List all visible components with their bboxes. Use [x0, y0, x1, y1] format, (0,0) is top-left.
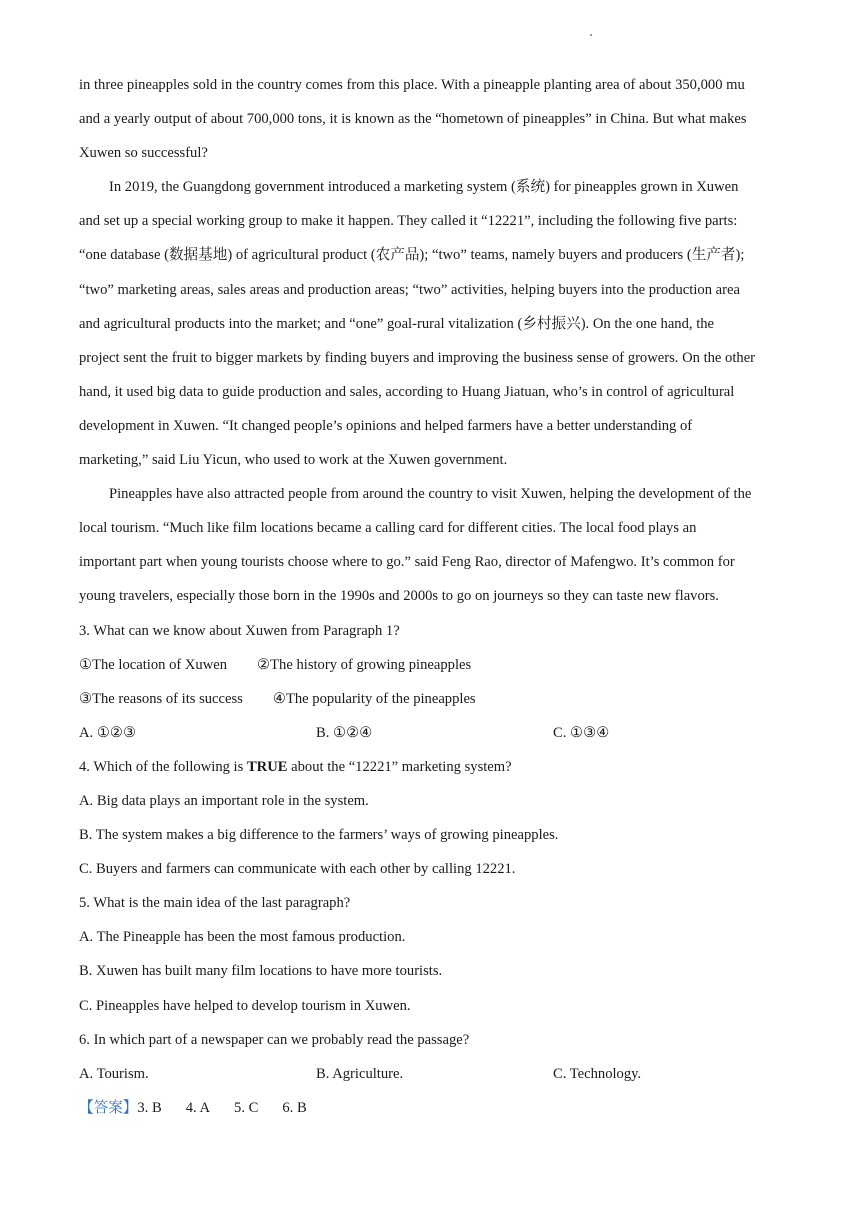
- statement-2: ②The history of growing pineapples: [257, 656, 472, 673]
- text-line: local tourism. “Much like film locations became a calling card for different cities. The local food plays an: [79, 520, 697, 537]
- question-stem: [79, 753, 791, 787]
- answer-item: 4. A: [185, 1099, 211, 1116]
- option-a: A. ①②③: [79, 724, 137, 741]
- answer-item: 3. B: [137, 1099, 162, 1116]
- question-3: [79, 617, 791, 753]
- paragraph-2: [79, 173, 791, 480]
- text-line: and agricultural products into the market; and “one” goal-rural vitalization (乡村振兴). On the one hand, the: [79, 315, 715, 332]
- option-b: B. ①②④: [316, 724, 373, 741]
- option-b: B. Xuwen has built many film locations to have more tourists.: [79, 963, 443, 980]
- option-a: A. Tourism.: [79, 1065, 149, 1082]
- statement-3: ③The reasons of its success: [79, 690, 243, 707]
- text-line: “one database (数据基地) of agricultural product (农产品); “two” teams, namely buyers and producers (生产者);: [79, 247, 745, 264]
- answer-item: 6. B: [282, 1099, 307, 1116]
- text-line: and a yearly output of about 700,000 tons, it is known as the “hometown of pineapples” in China. But what makes: [79, 111, 747, 128]
- text-line: project sent the fruit to bigger markets by finding buyers and improving the business sense of growers. On the other: [79, 349, 756, 366]
- text-line: Pineapples have also attracted people from around the country to visit Xuwen, helping the development of the: [109, 486, 752, 503]
- text-line: marketing,” said Liu Yicun, who used to work at the Xuwen government.: [79, 452, 508, 469]
- option-a: A. The Pineapple has been the most famous production.: [79, 929, 406, 946]
- statement-4: ④The popularity of the pineapples: [272, 690, 476, 707]
- question-4: [79, 753, 791, 889]
- option-b: B. Agriculture.: [316, 1065, 404, 1082]
- option-b: B. The system makes a big difference to the farmers’ ways of growing pineapples.: [79, 827, 559, 844]
- text-line: development in Xuwen. “It changed people’s opinions and helped farmers have a better understanding of: [79, 417, 693, 434]
- option-row: [79, 1060, 791, 1094]
- answer-tag: 【答案】: [79, 1099, 138, 1116]
- statement-row: [79, 685, 791, 719]
- text-line: Xuwen so successful?: [79, 145, 208, 162]
- text-line: In 2019, the Guangdong government introduced a marketing system (系统) for pineapples grown in Xuwen: [109, 179, 739, 196]
- question-6: [79, 1026, 791, 1094]
- text-line: and set up a special working group to make it happen. They called it “12221”, including the following five parts:: [79, 213, 738, 230]
- stem-text: about the “12221” marketing system?: [287, 758, 512, 775]
- paragraph-1: [79, 71, 791, 173]
- option-c: C. Pineapples have helped to develop tourism in Xuwen.: [79, 997, 411, 1014]
- option-a: A. Big data plays an important role in the system.: [79, 792, 369, 809]
- statement-row: [79, 651, 791, 685]
- option-c: C. Technology.: [553, 1065, 642, 1082]
- answer-key: [79, 1094, 791, 1128]
- document-content: [79, 71, 791, 1128]
- text-line: hand, it used big data to guide production and sales, according to Huang Jiatuan, who’s in control of agricultural: [79, 383, 735, 400]
- question-stem: 5. What is the main idea of the last paragraph?: [79, 895, 351, 912]
- option-c: C. Buyers and farmers can communicate with each other by calling 12221.: [79, 861, 516, 878]
- text-line: in three pineapples sold in the country comes from this place. With a pineapple planting area of about 350,000 mu: [79, 77, 745, 93]
- stem-emphasis: TRUE: [246, 758, 288, 775]
- paragraph-3: [79, 480, 791, 616]
- text-line: “two” marketing areas, sales areas and production areas; “two” activities, helping buyers into the production area: [79, 281, 740, 298]
- text-line: important part when young tourists choose where to go.” said Feng Rao, director of Mafengwo. It’s common for: [79, 554, 735, 571]
- option-c: C. ①③④: [553, 724, 610, 741]
- statement-1: ①The location of Xuwen: [79, 656, 228, 673]
- question-5: [79, 889, 791, 1025]
- text-line: young travelers, especially those born in the 1990s and 2000s to go on journeys so they can taste new flavors.: [79, 588, 719, 605]
- page-mark: [590, 34, 592, 36]
- stem-text: 4. Which of the following is: [79, 758, 247, 775]
- question-stem: 3. What can we know about Xuwen from Paragraph 1?: [79, 622, 400, 639]
- question-stem: 6. In which part of a newspaper can we probably read the passage?: [79, 1031, 470, 1048]
- answer-item: 5. C: [234, 1099, 259, 1116]
- option-row: [79, 719, 791, 753]
